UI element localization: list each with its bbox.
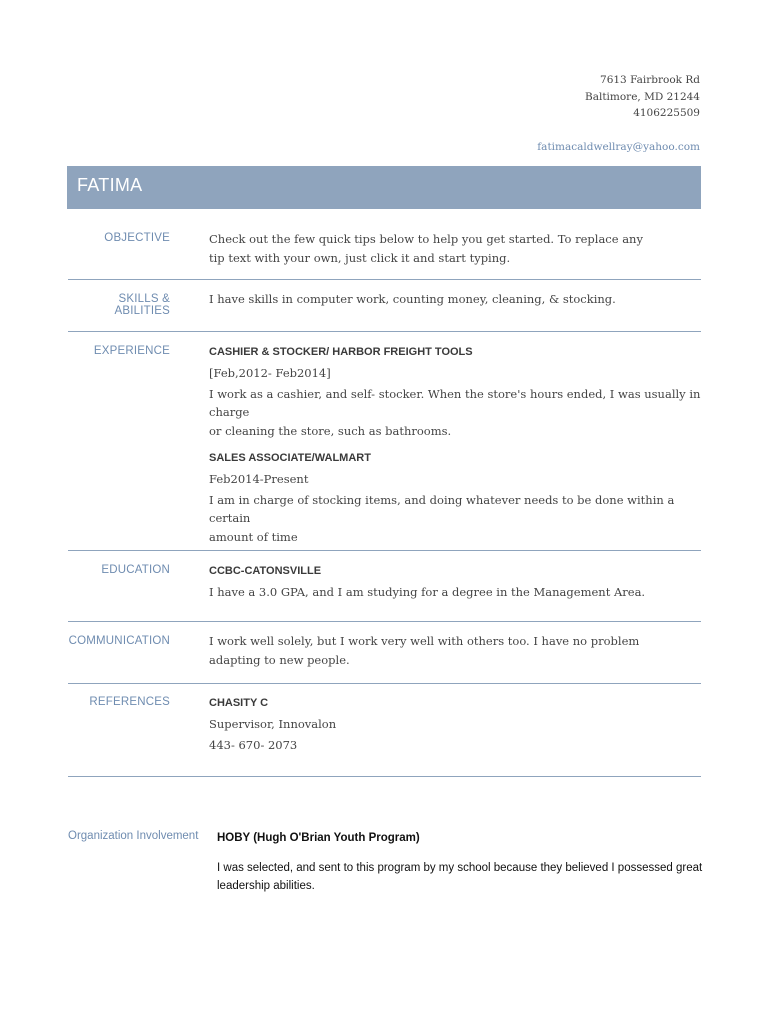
- reference-name: CHASITY C: [209, 697, 269, 709]
- section-divider: [68, 621, 701, 622]
- section-divider: [68, 683, 701, 684]
- job-title: CASHIER & STOCKER/ HARBOR FREIGHT TOOLS: [209, 346, 473, 358]
- experience-label: EXPERIENCE: [93, 345, 170, 357]
- skills-text: [209, 290, 701, 309]
- contact-block: [537, 72, 700, 155]
- objective-line: Check out the few quick tips below to help you get started. To replace any: [209, 232, 643, 246]
- organization-line: I was selected, and sent to this program by my school because they believed I possessed great: [217, 861, 703, 874]
- communication-label: COMMUNICATION: [68, 635, 170, 647]
- job-description-line: I am in charge of stocking items, and doing whatever needs to be done within a certain: [209, 492, 675, 525]
- organization-title: HOBY (Hugh O'Brian Youth Program): [217, 832, 420, 844]
- job-dates: [Feb,2012- Feb2014]: [209, 366, 331, 380]
- phone-number: 4106225509: [633, 107, 700, 119]
- communication-line: adapting to new people.: [209, 652, 350, 667]
- name-banner: [67, 166, 701, 209]
- education-text: I have a 3.0 GPA, and I am studying for a degree in the Management Area.: [209, 585, 646, 599]
- job-description-line: or cleaning the store, such as bathrooms.: [209, 423, 452, 438]
- organization-label: Organization Involvement: [68, 830, 199, 842]
- objective-line: tip text with your own, just click it and start typing.: [209, 250, 511, 265]
- organization-content: [217, 829, 707, 896]
- section-divider: [68, 550, 701, 551]
- skills-label: SKILLS & ABILITIES: [114, 293, 170, 317]
- section-divider: [68, 279, 701, 280]
- job-title: SALES ASSOCIATE/WALMART: [209, 452, 371, 464]
- organization-line: leadership abilities.: [217, 880, 315, 892]
- communication-line: I work well solely, but I work very well with others too. I have no problem: [209, 634, 640, 648]
- section-divider: [68, 331, 701, 332]
- job-entry: [209, 343, 701, 440]
- objective-label: OBJECTIVE: [104, 232, 170, 244]
- address-line-1: 7613 Fairbrook Rd: [600, 74, 700, 86]
- address-line-2: Baltimore, MD 21244: [584, 90, 700, 103]
- communication-text: [209, 632, 701, 669]
- reference-role: Supervisor, Innovalon: [209, 717, 337, 731]
- experience-content: [209, 343, 701, 546]
- references-content: [209, 694, 701, 754]
- skills-line: I have skills in computer work, counting money, cleaning, & stocking.: [209, 292, 616, 306]
- job-description-line: I work as a cashier, and self- stocker. When the store's hours ended, I was usually in charge: [209, 386, 701, 419]
- references-label: REFERENCES: [89, 696, 170, 708]
- reference-phone: 443- 670- 2073: [209, 737, 298, 752]
- objective-text: [209, 230, 701, 267]
- school-name: CCBC-CATONSVILLE: [209, 565, 322, 577]
- section-divider: [68, 776, 701, 777]
- job-entry: [209, 449, 701, 546]
- email-address[interactable]: fatimacaldwellray@yahoo.com: [537, 140, 700, 153]
- education-content: [209, 562, 701, 602]
- job-description-line: amount of time: [209, 529, 298, 544]
- job-dates: Feb2014-Present: [209, 472, 309, 486]
- education-label: EDUCATION: [101, 564, 170, 576]
- resume-name: FATIMA: [77, 175, 143, 195]
